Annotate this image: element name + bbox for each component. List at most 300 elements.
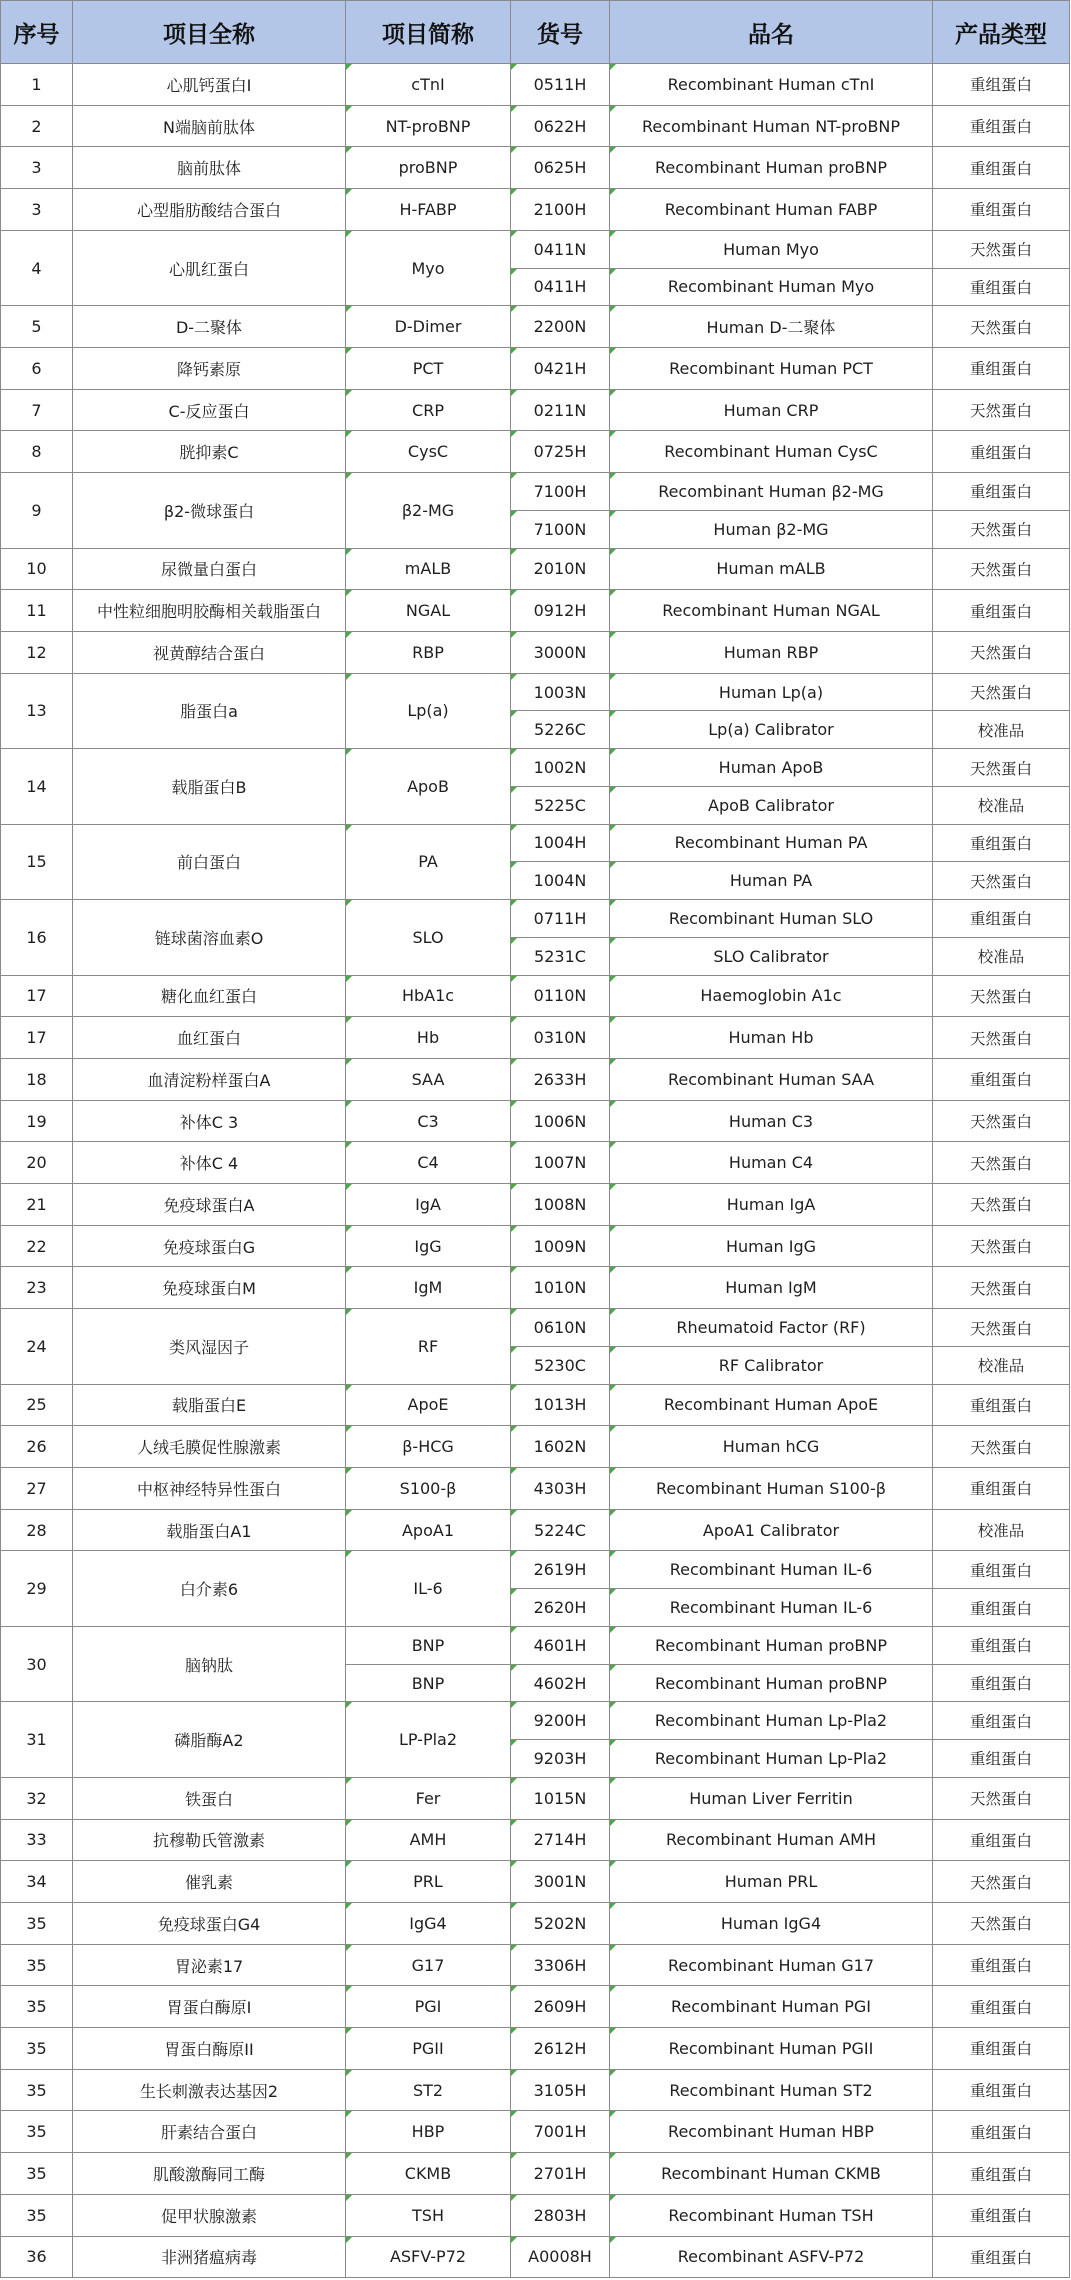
- table-row: [1, 431, 1070, 473]
- cell-abbreviation: LP-Pla2: [346, 1702, 511, 1777]
- cell-product-type: 重组蛋白: [933, 2153, 1070, 2195]
- cell-full-name: 血清淀粉样蛋白A: [73, 1058, 346, 1100]
- cell-full-name: 免疫球蛋白M: [73, 1267, 346, 1309]
- cell-abbreviation: cTnI: [346, 64, 511, 106]
- table-row: [1, 1551, 1070, 1589]
- table-row: [1, 2028, 1070, 2070]
- cell-item-code: 7100N: [511, 510, 610, 548]
- table-row: [1, 1058, 1070, 1100]
- cell-full-name: D-二聚体: [73, 306, 346, 348]
- cell-item-code: 0625H: [511, 147, 610, 189]
- cell-item-code: 3000N: [511, 631, 610, 673]
- cell-product-name: Recombinant Human G17: [610, 1944, 933, 1986]
- cell-seq: 6: [1, 347, 73, 389]
- cell-item-code: 0110N: [511, 975, 610, 1017]
- cell-seq: 22: [1, 1225, 73, 1267]
- table-row: [1, 1267, 1070, 1309]
- cell-abbreviation: CRP: [346, 389, 511, 431]
- cell-product-name: Haemoglobin A1c: [610, 975, 933, 1017]
- table-row: [1, 2069, 1070, 2111]
- table-row: [1, 306, 1070, 348]
- cell-abbreviation: RBP: [346, 631, 511, 673]
- cell-product-name: SLO Calibrator: [610, 937, 933, 975]
- table-row: [1, 1819, 1070, 1861]
- cell-product-type: 重组蛋白: [933, 1468, 1070, 1510]
- cell-seq: 29: [1, 1551, 73, 1626]
- cell-item-code: 1015N: [511, 1777, 610, 1819]
- cell-item-code: 2619H: [511, 1551, 610, 1589]
- cell-full-name: 人绒毛膜促性腺激素: [73, 1426, 346, 1468]
- cell-item-code: 1008N: [511, 1184, 610, 1226]
- cell-product-name: Recombinant Human AMH: [610, 1819, 933, 1861]
- cell-product-name: Recombinant Human PGI: [610, 1986, 933, 2028]
- table-row: [1, 1468, 1070, 1510]
- cell-full-name: 免疫球蛋白G4: [73, 1902, 346, 1944]
- cell-abbreviation: IgA: [346, 1184, 511, 1226]
- table-row: [1, 1986, 1070, 2028]
- cell-item-code: 2701H: [511, 2153, 610, 2195]
- table-row: [1, 147, 1070, 189]
- cell-product-name: Recombinant Human Lp-Pla2: [610, 1702, 933, 1740]
- cell-abbreviation: β2-MG: [346, 473, 511, 548]
- table-row: [1, 2194, 1070, 2236]
- cell-product-name: Human PA: [610, 862, 933, 900]
- cell-product-name: Human IgG: [610, 1225, 933, 1267]
- cell-seq: 3: [1, 189, 73, 231]
- cell-product-name: Recombinant Human IL-6: [610, 1589, 933, 1627]
- cell-abbreviation: BNP: [346, 1626, 511, 1664]
- cell-item-code: 5225C: [511, 786, 610, 824]
- cell-seq: 30: [1, 1626, 73, 1701]
- cell-abbreviation: G17: [346, 1944, 511, 1986]
- table-row: [1, 1702, 1070, 1740]
- cell-item-code: 2803H: [511, 2194, 610, 2236]
- cell-full-name: 载脂蛋白E: [73, 1384, 346, 1426]
- cell-full-name: 链球菌溶血素O: [73, 900, 346, 975]
- cell-full-name: 脑钠肽: [73, 1626, 346, 1701]
- header-product-type: 产品类型: [933, 1, 1070, 64]
- cell-product-name: Human Hb: [610, 1017, 933, 1059]
- cell-abbreviation: PGI: [346, 1986, 511, 2028]
- cell-product-name: Human ApoB: [610, 749, 933, 787]
- header-abbreviation: 项目简称: [346, 1, 511, 64]
- cell-abbreviation: C4: [346, 1142, 511, 1184]
- table-row: [1, 2111, 1070, 2153]
- cell-abbreviation: C3: [346, 1100, 511, 1142]
- cell-product-name: Rheumatoid Factor (RF): [610, 1309, 933, 1347]
- cell-full-name: 铁蛋白: [73, 1777, 346, 1819]
- cell-item-code: 2714H: [511, 1819, 610, 1861]
- cell-item-code: 9203H: [511, 1740, 610, 1778]
- cell-item-code: 4601H: [511, 1626, 610, 1664]
- table-row: [1, 1225, 1070, 1267]
- cell-seq: 10: [1, 548, 73, 590]
- cell-product-type: 天然蛋白: [933, 1267, 1070, 1309]
- table-row: [1, 1426, 1070, 1468]
- cell-abbreviation: AMH: [346, 1819, 511, 1861]
- cell-product-type: 校准品: [933, 786, 1070, 824]
- cell-full-name: β2-微球蛋白: [73, 473, 346, 548]
- cell-seq: 25: [1, 1384, 73, 1426]
- header-product-name: 品名: [610, 1, 933, 64]
- cell-seq: 31: [1, 1702, 73, 1777]
- cell-item-code: 1002N: [511, 749, 610, 787]
- table-row: [1, 230, 1070, 268]
- cell-product-name: Recombinant Human PCT: [610, 347, 933, 389]
- cell-product-type: 重组蛋白: [933, 590, 1070, 632]
- cell-item-code: 4602H: [511, 1664, 610, 1702]
- cell-product-type: 重组蛋白: [933, 900, 1070, 938]
- table-row: [1, 1184, 1070, 1226]
- cell-abbreviation: SLO: [346, 900, 511, 975]
- cell-seq: 24: [1, 1309, 73, 1384]
- cell-product-type: 重组蛋白: [933, 64, 1070, 106]
- cell-product-type: 重组蛋白: [933, 1551, 1070, 1589]
- cell-abbreviation: D-Dimer: [346, 306, 511, 348]
- cell-item-code: 3001N: [511, 1861, 610, 1903]
- cell-product-type: 重组蛋白: [933, 1589, 1070, 1627]
- cell-full-name: 肌酸激酶同工酶: [73, 2153, 346, 2195]
- cell-item-code: 0622H: [511, 105, 610, 147]
- cell-abbreviation: TSH: [346, 2194, 511, 2236]
- cell-item-code: 0912H: [511, 590, 610, 632]
- table-row: [1, 189, 1070, 231]
- cell-product-type: 重组蛋白: [933, 1986, 1070, 2028]
- cell-product-type: 重组蛋白: [933, 105, 1070, 147]
- cell-full-name: 视黄醇结合蛋白: [73, 631, 346, 673]
- cell-seq: 23: [1, 1267, 73, 1309]
- cell-seq: 35: [1, 2194, 73, 2236]
- cell-product-name: Recombinant Human Lp-Pla2: [610, 1740, 933, 1778]
- cell-abbreviation: SAA: [346, 1058, 511, 1100]
- cell-item-code: 2010N: [511, 548, 610, 590]
- cell-seq: 11: [1, 590, 73, 632]
- cell-seq: 17: [1, 1017, 73, 1059]
- cell-item-code: 2633H: [511, 1058, 610, 1100]
- cell-product-name: Recombinant Human IL-6: [610, 1551, 933, 1589]
- cell-seq: 12: [1, 631, 73, 673]
- cell-product-name: Recombinant Human TSH: [610, 2194, 933, 2236]
- cell-product-type: 重组蛋白: [933, 2028, 1070, 2070]
- cell-product-name: Recombinant Human Myo: [610, 268, 933, 306]
- cell-product-name: Recombinant Human S100-β: [610, 1468, 933, 1510]
- cell-seq: 34: [1, 1861, 73, 1903]
- cell-abbreviation: HBP: [346, 2111, 511, 2153]
- cell-full-name: 补体C 3: [73, 1100, 346, 1142]
- cell-product-type: 重组蛋白: [933, 2069, 1070, 2111]
- cell-full-name: 生长刺激表达基因2: [73, 2069, 346, 2111]
- table-row: [1, 2236, 1070, 2278]
- cell-product-name: Human C3: [610, 1100, 933, 1142]
- cell-full-name: 降钙素原: [73, 347, 346, 389]
- cell-product-name: Human β2-MG: [610, 510, 933, 548]
- cell-seq: 5: [1, 306, 73, 348]
- cell-seq: 36: [1, 2236, 73, 2278]
- cell-product-name: Human C4: [610, 1142, 933, 1184]
- cell-product-type: 天然蛋白: [933, 548, 1070, 590]
- cell-product-name: Human Myo: [610, 230, 933, 268]
- cell-product-name: Recombinant Human NGAL: [610, 590, 933, 632]
- cell-product-type: 天然蛋白: [933, 975, 1070, 1017]
- cell-item-code: 1006N: [511, 1100, 610, 1142]
- header-seq: 序号: [1, 1, 73, 64]
- cell-product-type: 校准品: [933, 711, 1070, 749]
- cell-abbreviation: IgG: [346, 1225, 511, 1267]
- cell-full-name: 中枢神经特异性蛋白: [73, 1468, 346, 1510]
- cell-abbreviation: HbA1c: [346, 975, 511, 1017]
- cell-full-name: 促甲状腺激素: [73, 2194, 346, 2236]
- cell-product-name: Human IgA: [610, 1184, 933, 1226]
- cell-full-name: 胃蛋白酶原I: [73, 1986, 346, 2028]
- header-full-name: 项目全称: [73, 1, 346, 64]
- cell-product-name: Recombinant Human cTnI: [610, 64, 933, 106]
- cell-product-type: 天然蛋白: [933, 1184, 1070, 1226]
- table-row: [1, 1384, 1070, 1426]
- cell-product-type: 重组蛋白: [933, 189, 1070, 231]
- cell-abbreviation: proBNP: [346, 147, 511, 189]
- cell-full-name: 糖化血红蛋白: [73, 975, 346, 1017]
- cell-full-name: 白介素6: [73, 1551, 346, 1626]
- cell-item-code: 0310N: [511, 1017, 610, 1059]
- table-row: [1, 975, 1070, 1017]
- cell-product-name: Human IgM: [610, 1267, 933, 1309]
- cell-product-type: 重组蛋白: [933, 473, 1070, 511]
- cell-abbreviation: Hb: [346, 1017, 511, 1059]
- cell-item-code: 3105H: [511, 2069, 610, 2111]
- cell-product-type: 天然蛋白: [933, 1225, 1070, 1267]
- table-row: [1, 1017, 1070, 1059]
- cell-product-name: Human RBP: [610, 631, 933, 673]
- cell-abbreviation: CKMB: [346, 2153, 511, 2195]
- cell-item-code: 3306H: [511, 1944, 610, 1986]
- table-row: [1, 389, 1070, 431]
- cell-full-name: 催乳素: [73, 1861, 346, 1903]
- cell-product-type: 天然蛋白: [933, 749, 1070, 787]
- cell-full-name: C-反应蛋白: [73, 389, 346, 431]
- table-row: [1, 590, 1070, 632]
- cell-item-code: 1004H: [511, 824, 610, 862]
- cell-item-code: 5231C: [511, 937, 610, 975]
- cell-product-name: RF Calibrator: [610, 1346, 933, 1384]
- cell-item-code: A0008H: [511, 2236, 610, 2278]
- cell-product-type: 天然蛋白: [933, 1426, 1070, 1468]
- cell-item-code: 4303H: [511, 1468, 610, 1510]
- table-row: [1, 64, 1070, 106]
- table-row: [1, 1777, 1070, 1819]
- table-row: [1, 548, 1070, 590]
- cell-product-type: 天然蛋白: [933, 631, 1070, 673]
- cell-product-name: Recombinant Human PA: [610, 824, 933, 862]
- cell-full-name: 脑前肽体: [73, 147, 346, 189]
- cell-seq: 9: [1, 473, 73, 548]
- cell-seq: 1: [1, 64, 73, 106]
- cell-item-code: 1004N: [511, 862, 610, 900]
- cell-product-type: 天然蛋白: [933, 1100, 1070, 1142]
- cell-product-type: 天然蛋白: [933, 230, 1070, 268]
- cell-product-type: 重组蛋白: [933, 1740, 1070, 1778]
- cell-item-code: 0411H: [511, 268, 610, 306]
- table-row: [1, 105, 1070, 147]
- cell-product-type: 重组蛋白: [933, 1058, 1070, 1100]
- cell-item-code: 2609H: [511, 1986, 610, 2028]
- table-row: [1, 1626, 1070, 1664]
- cell-item-code: 5224C: [511, 1509, 610, 1551]
- cell-product-name: Recombinant Human HBP: [610, 2111, 933, 2153]
- cell-item-code: 5202N: [511, 1902, 610, 1944]
- cell-product-type: 重组蛋白: [933, 1626, 1070, 1664]
- cell-abbreviation: NGAL: [346, 590, 511, 632]
- table-row: [1, 1309, 1070, 1347]
- cell-product-type: 重组蛋白: [933, 2236, 1070, 2278]
- cell-abbreviation: ApoE: [346, 1384, 511, 1426]
- cell-full-name: 胃蛋白酶原II: [73, 2028, 346, 2070]
- cell-seq: 35: [1, 2069, 73, 2111]
- table-row: [1, 749, 1070, 787]
- cell-item-code: 5230C: [511, 1346, 610, 1384]
- cell-abbreviation: PGII: [346, 2028, 511, 2070]
- cell-product-type: 天然蛋白: [933, 1777, 1070, 1819]
- cell-seq: 7: [1, 389, 73, 431]
- cell-product-type: 重组蛋白: [933, 1944, 1070, 1986]
- cell-abbreviation: Lp(a): [346, 673, 511, 748]
- cell-product-type: 校准品: [933, 1346, 1070, 1384]
- cell-product-type: 天然蛋白: [933, 1142, 1070, 1184]
- cell-seq: 35: [1, 1902, 73, 1944]
- cell-product-type: 天然蛋白: [933, 510, 1070, 548]
- cell-item-code: 0211N: [511, 389, 610, 431]
- cell-product-name: Human D-二聚体: [610, 306, 933, 348]
- cell-seq: 32: [1, 1777, 73, 1819]
- table-row: [1, 1944, 1070, 1986]
- cell-product-name: Human hCG: [610, 1426, 933, 1468]
- cell-item-code: 0421H: [511, 347, 610, 389]
- cell-seq: 35: [1, 1986, 73, 2028]
- cell-product-name: Human mALB: [610, 548, 933, 590]
- cell-product-name: Recombinant Human CKMB: [610, 2153, 933, 2195]
- cell-full-name: 抗穆勒氏管激素: [73, 1819, 346, 1861]
- cell-abbreviation: NT-proBNP: [346, 105, 511, 147]
- cell-product-name: Recombinant Human FABP: [610, 189, 933, 231]
- cell-item-code: 1602N: [511, 1426, 610, 1468]
- cell-abbreviation: ApoB: [346, 749, 511, 824]
- table-row: [1, 1100, 1070, 1142]
- cell-product-type: 重组蛋白: [933, 1819, 1070, 1861]
- cell-abbreviation: IgG4: [346, 1902, 511, 1944]
- cell-full-name: 非洲猪瘟病毒: [73, 2236, 346, 2278]
- cell-seq: 35: [1, 2028, 73, 2070]
- cell-product-name: Recombinant Human ApoE: [610, 1384, 933, 1426]
- cell-seq: 13: [1, 673, 73, 748]
- table-row: [1, 473, 1070, 511]
- cell-abbreviation: ApoA1: [346, 1509, 511, 1551]
- table-row: [1, 1142, 1070, 1184]
- cell-seq: 35: [1, 2153, 73, 2195]
- cell-seq: 8: [1, 431, 73, 473]
- cell-product-type: 重组蛋白: [933, 147, 1070, 189]
- cell-item-code: 1009N: [511, 1225, 610, 1267]
- cell-seq: 33: [1, 1819, 73, 1861]
- table-row: [1, 2153, 1070, 2195]
- cell-item-code: 2620H: [511, 1589, 610, 1627]
- cell-product-name: Human CRP: [610, 389, 933, 431]
- cell-product-name: Recombinant Human SAA: [610, 1058, 933, 1100]
- cell-seq: 17: [1, 975, 73, 1017]
- cell-item-code: 2612H: [511, 2028, 610, 2070]
- table-row: [1, 631, 1070, 673]
- cell-full-name: 心肌钙蛋白I: [73, 64, 346, 106]
- cell-product-name: Human PRL: [610, 1861, 933, 1903]
- cell-product-name: Lp(a) Calibrator: [610, 711, 933, 749]
- table-row: [1, 1509, 1070, 1551]
- cell-seq: 26: [1, 1426, 73, 1468]
- cell-product-type: 天然蛋白: [933, 306, 1070, 348]
- cell-full-name: 肝素结合蛋白: [73, 2111, 346, 2153]
- cell-abbreviation: H-FABP: [346, 189, 511, 231]
- cell-seq: 4: [1, 230, 73, 305]
- cell-full-name: 载脂蛋白A1: [73, 1509, 346, 1551]
- cell-seq: 3: [1, 147, 73, 189]
- table-row: [1, 1861, 1070, 1903]
- cell-abbreviation: PCT: [346, 347, 511, 389]
- cell-item-code: 0725H: [511, 431, 610, 473]
- cell-product-type: 天然蛋白: [933, 673, 1070, 711]
- table-row: [1, 673, 1070, 711]
- cell-product-name: Recombinant Human proBNP: [610, 1626, 933, 1664]
- cell-abbreviation: S100-β: [346, 1468, 511, 1510]
- cell-full-name: 胃泌素17: [73, 1944, 346, 1986]
- cell-product-name: Recombinant Human PGII: [610, 2028, 933, 2070]
- cell-full-name: 载脂蛋白B: [73, 749, 346, 824]
- cell-product-name: Human IgG4: [610, 1902, 933, 1944]
- cell-abbreviation: PRL: [346, 1861, 511, 1903]
- cell-seq: 28: [1, 1509, 73, 1551]
- cell-full-name: 补体C 4: [73, 1142, 346, 1184]
- cell-item-code: 1007N: [511, 1142, 610, 1184]
- cell-product-type: 校准品: [933, 1509, 1070, 1551]
- cell-item-code: 5226C: [511, 711, 610, 749]
- cell-product-type: 校准品: [933, 937, 1070, 975]
- cell-product-type: 重组蛋白: [933, 824, 1070, 862]
- cell-product-type: 重组蛋白: [933, 431, 1070, 473]
- cell-full-name: 前白蛋白: [73, 824, 346, 899]
- table-row: [1, 347, 1070, 389]
- cell-product-type: 重组蛋白: [933, 1384, 1070, 1426]
- cell-full-name: 血红蛋白: [73, 1017, 346, 1059]
- cell-full-name: 心肌红蛋白: [73, 230, 346, 305]
- cell-product-name: Recombinant Human proBNP: [610, 1664, 933, 1702]
- cell-abbreviation: ST2: [346, 2069, 511, 2111]
- cell-full-name: 胱抑素C: [73, 431, 346, 473]
- cell-full-name: 磷脂酶A2: [73, 1702, 346, 1777]
- cell-product-type: 天然蛋白: [933, 1861, 1070, 1903]
- cell-product-name: Recombinant Human β2-MG: [610, 473, 933, 511]
- cell-abbreviation: BNP: [346, 1664, 511, 1702]
- cell-product-name: Recombinant Human ST2: [610, 2069, 933, 2111]
- cell-product-type: 重组蛋白: [933, 347, 1070, 389]
- cell-item-code: 1003N: [511, 673, 610, 711]
- cell-abbreviation: Myo: [346, 230, 511, 305]
- cell-seq: 19: [1, 1100, 73, 1142]
- cell-product-type: 重组蛋白: [933, 268, 1070, 306]
- cell-full-name: 免疫球蛋白A: [73, 1184, 346, 1226]
- cell-item-code: 2200N: [511, 306, 610, 348]
- cell-product-type: 天然蛋白: [933, 1309, 1070, 1347]
- cell-product-name: ApoA1 Calibrator: [610, 1509, 933, 1551]
- cell-full-name: 中性粒细胞明胶酶相关载脂蛋白: [73, 590, 346, 632]
- cell-item-code: 0610N: [511, 1309, 610, 1347]
- cell-seq: 21: [1, 1184, 73, 1226]
- cell-product-name: ApoB Calibrator: [610, 786, 933, 824]
